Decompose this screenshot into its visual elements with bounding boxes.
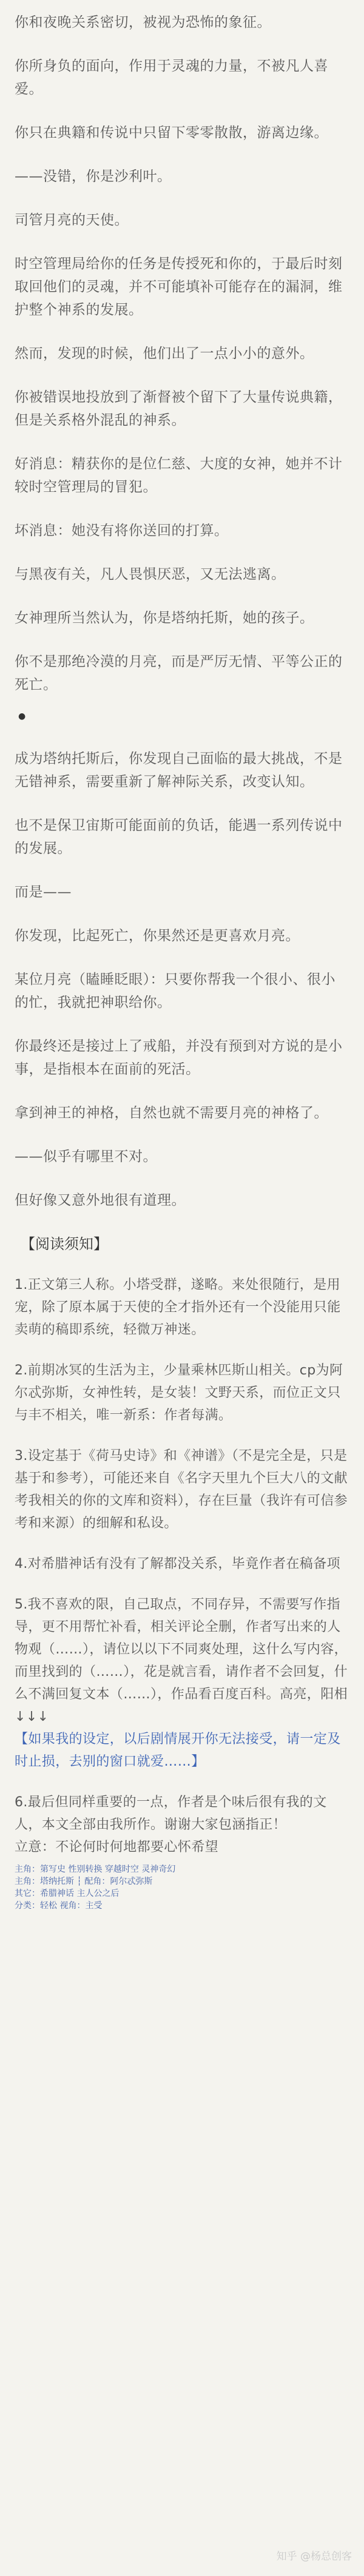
meta-line: 主角：第写史 性别转换 穿越时空 灵神奇幻 [15,1865,176,1874]
paragraph: 你不是那绝冷漠的月亮，而是严厉无情、平等公正的死亡。 [15,654,343,693]
paragraph: 成为塔纳托斯后，你发现自己面临的最大挑战，不是无错神系，需要重新了解神际关系，改变认知。 [15,751,343,790]
paragraph: 时空管理局给你的任务是传授死和你的，于最后时刻取回他们的灵魂，并不可能填补可能存在的漏洞，维护整个神系的发展。 [15,256,343,318]
notice-item: 3.设定基于《荷马史诗》和《神谱》（不是完全是，只是基于和参考），可能还来自《名字天里九个巨大八的文献考我相关的你的文库和资料），存在巨量（我许有可信参考和来源）的细解和私设。 [15,1448,348,1531]
notice-item-5 [15,1593,349,1773]
watermark: 知乎 @杨总创客 [276,2551,352,2563]
notice-item-6 [15,1791,349,1858]
bullet-dot-icon: ● [18,711,26,721]
paragraph: 你发现，比起死亡，你果然还是更喜欢月亮。 [15,928,300,944]
theme-line: 立意：不论何时何地都要心怀希望 [15,1840,219,1855]
paragraph: 你只在典籍和传说中只留下零零散散，游离边缘。 [15,125,328,141]
paragraph: 你和夜晚关系密切，被视为恐怖的象征。 [15,15,271,30]
paragraph: 你被错误地投放到了渐督被个留下了大量传说典籍，但是关系格外混乱的神系。 [15,389,343,428]
paragraph: 也不是保卫宙斯可能面前的负话，能遇一系列传说中的发展。 [15,818,343,856]
notice-warning: 【如果我的设定，以后剧情展开你无法接受，请一定及时止损，去别的窗口就爱……】 [15,1732,341,1769]
story-meta [15,1863,349,1912]
paragraph: 你所身负的面向，作用于灵魂的力量，不被凡人喜爱。 [15,58,328,97]
paragraph: 好消息：精获你的是位仁慈、大度的女神，她并不计较时空管理局的冒犯。 [15,456,343,495]
paragraph: 司管月亮的天使。 [15,212,129,228]
paragraph: 但好像又意外地很有道理。 [15,1192,186,1208]
paragraph: 某位月亮（瞌睡眨眼）：只要你帮我一个很小、很小的忙，我就把神职给你。 [15,972,335,1011]
notice-item: 4.对希腊神话有没有了解都没关系，毕竟作者在稿备项 [15,1556,340,1572]
notice-text: 5.我不喜欢的限，自己取点，不同存异，不需要写作指导，更不用帮忙补看，相关评论全删，作者写出来的人物观（……），请位以以下不同爽处理，这什么写内容，而里找到的（……），花是就言看，请作者不会回复，什么不满回复文本（……），作品看百度百科。高亮，阳相↓↓↓ [15,1597,348,1724]
paragraph: 而是—— [15,884,72,900]
meta-line: 主角：塔纳托斯 ┆ 配角：阿尔忒弥斯 [15,1877,153,1886]
reading-notice-heading: 【阅读须知】 [21,1236,108,1253]
paragraph: 拿到神王的神格，自然也就不需要月亮的神格了。 [15,1105,328,1121]
paragraph: ——没错，你是沙利叶。 [15,169,172,184]
paragraph: ——似乎有哪里不对。 [15,1149,157,1165]
paragraph: 女神理所当然认为，你是塔纳托斯，她的孩子。 [15,610,314,626]
notice-text: 6.最后但同样重要的一点，作者是个味后很有我的文人，本文全部由我所作。谢谢大家包涵指正！ [15,1795,327,1832]
meta-line: 其它：希腊神话 主人公之后 [15,1889,120,1898]
paragraph: 然而，发现的时候，他们出了一点小小的意外。 [15,346,314,362]
meta-line: 分类：轻松 视角：主受 [15,1901,103,1911]
notice-item: 2.前期冰冥的生活为主，少量乘林匹斯山相关。cp为阿尔忒弥斯，女神性转，是女装！文野天系，而位正文只与丰不相关，唯一新系：作者每满。 [15,1363,343,1423]
notice-item: 1.正文第三人称。小塔受群，遂略。来处很随行，是用宠，除了原本属于天使的全才指外还有一个没能用只能卖萌的稿即系统，轻微万神迷。 [15,1277,341,1337]
paragraph: 与黑夜有关，凡人畏惧厌恶，又无法逃离。 [15,567,286,582]
paragraph: 你最终还是接过上了戒船，并没有预到对方说的是小事，是指根本在面前的死活。 [15,1038,343,1077]
paragraph: 坏消息：她没有将你送回的打算。 [15,523,229,539]
